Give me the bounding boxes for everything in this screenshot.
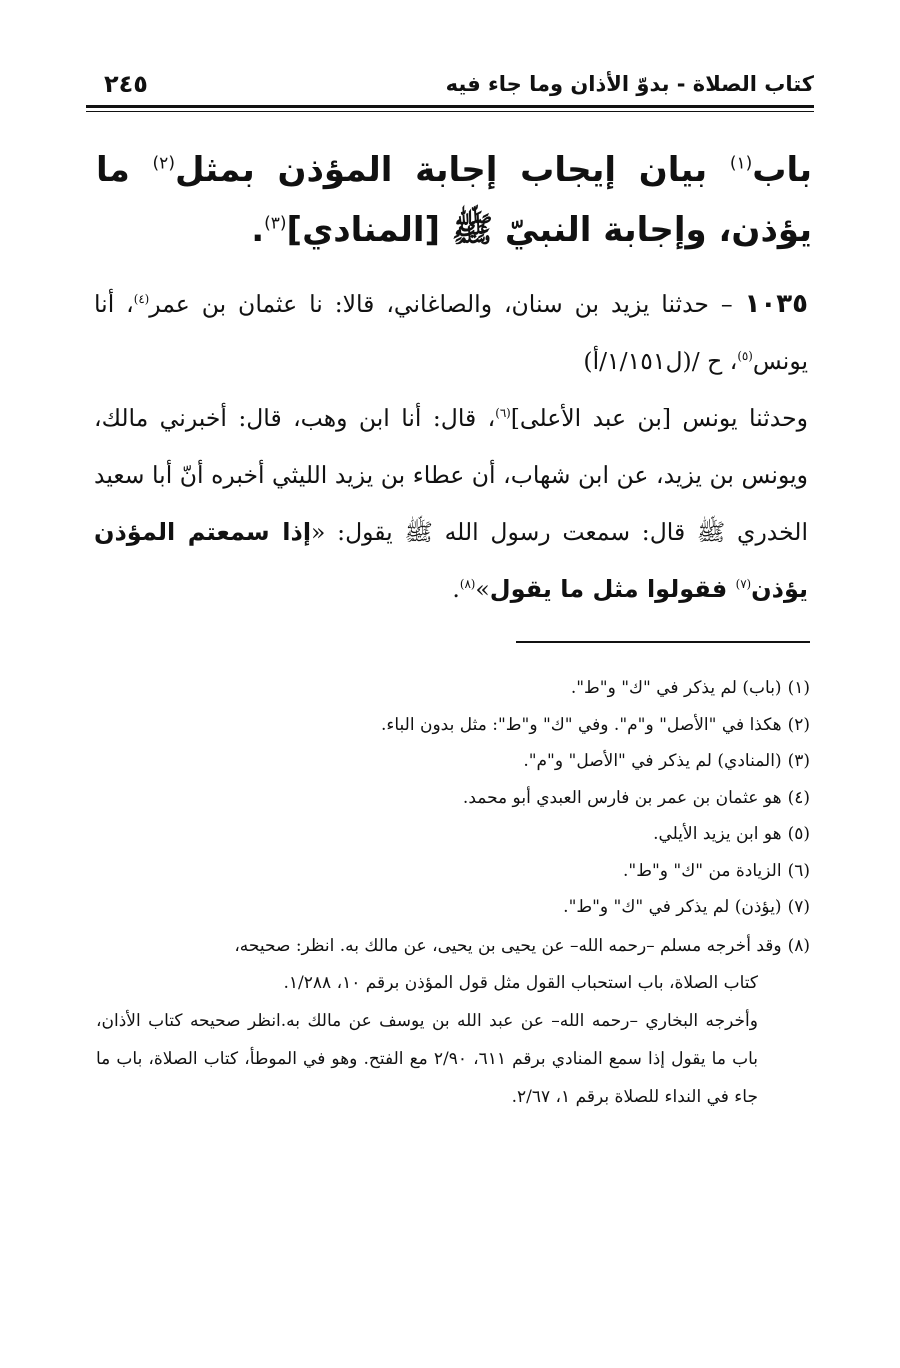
footnote-ref-2: (٢) — [152, 153, 175, 174]
header-rule — [86, 105, 814, 108]
footnote-ref-3: (٣) — [264, 213, 287, 234]
footnote-text: كتاب الصلاة، باب استحباب القول مثل قول المؤذن برقم ١٠، ١/٢٨٨. — [283, 973, 758, 993]
chapter-text-2: ما يؤذن، وإجابة النبيّ ﷺ [المنادي] — [96, 150, 812, 250]
footnote-text: هو ابن يزيد الأيلي. — [653, 824, 782, 844]
chapter-text-1: بيان إيجاب إجابة المؤذن بمثل — [174, 150, 730, 190]
hadith-matn-1: إذا سمعتم المؤذن يؤذن — [94, 518, 808, 603]
footnote-ref-1: (١) — [729, 153, 753, 174]
header-rule-thin — [86, 111, 814, 112]
footnote-separator — [516, 641, 810, 643]
chapter-heading — [96, 140, 812, 260]
footnote-7 — [96, 889, 810, 926]
hadith-isnad-4: وحدثنا يونس [بن عبد الأعلى] — [510, 404, 808, 432]
footnote-label: (٢) — [787, 714, 810, 735]
footnote-text: (باب) لم يذكر في "ك" و"ط". — [570, 678, 782, 698]
hadith-isnad-5: ، قال: أنا ابن وهب، قال: أخبرني مالك، ويونس بن يزيد، عن ابن شهاب، أن عطاء بن يزيد الليثي أخبره أنّ أبا سعيد الخدري ﷺ قال: سمعت رسول الله ﷺ يقول: « — [94, 404, 808, 546]
hadith-matn-2: فقولوا مثل ما يقول — [489, 575, 736, 603]
footnote-label: (٤) — [787, 787, 810, 808]
footnote-text: وقد أخرجه مسلم –رحمه الله– عن يحيى بن يحيى، عن مالك به. انظر: صحيحه، — [234, 935, 782, 956]
footnote-3 — [96, 743, 810, 780]
footnote-8 — [96, 928, 810, 965]
footnote-text: وأخرجه البخاري –رحمه الله– عن عبد الله بن يوسف عن مالك به.انظر صحيحه كتاب الأذان، باب ما يقول إذا سمع المنادي برقم ٦١١، ٢/٩٠ مع الفتح. وهو في الموطأ، كتاب الصلاة، باب ما جاء في النداء للصلاة برقم ١، ٢/٦٧. — [96, 1011, 758, 1107]
footnote-8-continuation — [96, 964, 758, 1116]
footnote-4 — [96, 780, 810, 817]
footnote-text: (المنادي) لم يذكر في "الأصل" و"م". — [523, 751, 782, 771]
chapter-word: باب — [752, 150, 812, 190]
footnote-label: (٧) — [787, 897, 810, 917]
footnote-5 — [96, 816, 810, 853]
footnote-1 — [96, 670, 810, 707]
footnote-text: هكذا في "الأصل" و"م". وفي "ك" و"ط": مثل بدون الباء. — [380, 714, 782, 735]
footnote-ref-6: (٦) — [495, 406, 511, 421]
hadith-text — [94, 276, 808, 618]
footnote-2 — [96, 707, 810, 744]
footnote-label: (٥) — [787, 824, 810, 844]
hadith-end: . — [452, 575, 460, 603]
footnote-label: (٨) — [787, 935, 810, 956]
footnote-text: (يؤذن) لم يذكر في "ك" و"ط". — [563, 897, 782, 917]
footnote-text: الزيادة من "ك" و"ط". — [623, 860, 782, 881]
footnote-label: (١) — [787, 678, 810, 698]
footnote-label: (٣) — [787, 751, 810, 771]
hadith-isnad-1: – حدثنا يزيد بن سنان، والصاغاني، قالا: نا عثمان بن عمر — [149, 290, 745, 318]
page-number: ٢٤٥ — [104, 70, 148, 98]
hadith-number: ١٠٣٥ — [744, 289, 808, 319]
hadith-isnad-3: ، ح /(ل١/١٥١/أ) — [583, 347, 738, 375]
footnote-ref-8: (٨) — [459, 577, 476, 592]
footnote-text: هو عثمان بن عمر بن فارس العبدي أبو محمد. — [462, 787, 782, 808]
hadith-isnad-2: ، أنا يونس — [94, 290, 808, 375]
footnote-ref-4: (٤) — [133, 292, 150, 307]
chapter-end: . — [251, 210, 265, 250]
running-header — [86, 70, 814, 104]
footnote-ref-7: (٧) — [735, 577, 752, 592]
hadith-quote-close: » — [475, 575, 490, 603]
footnotes — [96, 670, 810, 1116]
footnote-6 — [96, 853, 810, 890]
footnote-ref-5: (٥) — [737, 349, 753, 364]
footnote-label: (٦) — [787, 860, 810, 881]
running-title: كتاب الصلاة - بدوّ الأذان وما جاء فيه — [445, 72, 814, 96]
